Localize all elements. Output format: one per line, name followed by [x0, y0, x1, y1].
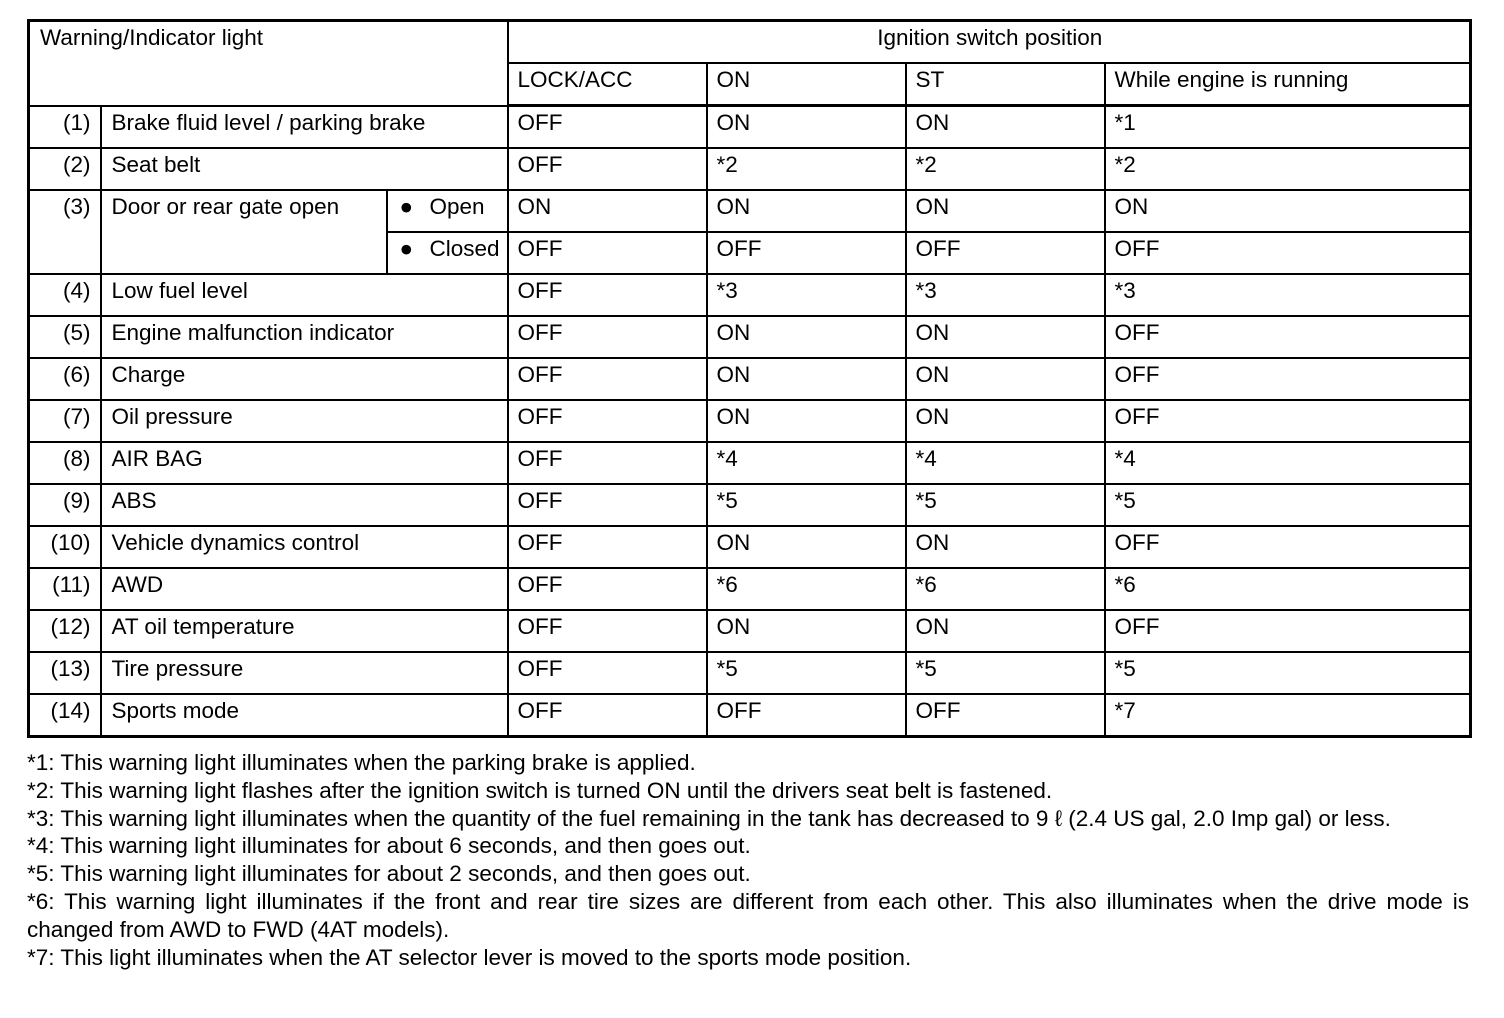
table-row	[29, 694, 1471, 737]
row-light-name: Oil pressure	[101, 400, 508, 442]
row-state: ON	[707, 400, 906, 442]
row-state: OFF	[508, 316, 707, 358]
row-state: ON	[707, 106, 906, 149]
row-state: ON	[707, 526, 906, 568]
footnote: *7: This light illuminates when the AT selector lever is moved to the sports mode position.	[27, 944, 912, 970]
row-state: ON	[906, 190, 1105, 232]
footnote: *1: This warning light illuminates when the parking brake is applied.	[27, 750, 696, 775]
row-state: *4	[906, 442, 1105, 484]
row-state: ON	[906, 526, 1105, 568]
row-state: *2	[906, 148, 1105, 190]
row-number: (1)	[29, 106, 101, 149]
table-row	[29, 400, 1471, 442]
header-position: LOCK/ACC	[508, 63, 707, 106]
footnote: *6: This warning light illuminates if the front and rear tire sizes are different from each other. This also illuminates when the drive mode is changed from AWD to FWD (4AT models).	[27, 888, 1469, 942]
row-number: (2)	[29, 148, 101, 190]
row-state: *6	[707, 568, 906, 610]
row-light-name: AWD	[101, 568, 508, 610]
footnote: *4: This warning light illuminates for about 6 seconds, and then goes out.	[27, 833, 751, 859]
table-row	[29, 526, 1471, 568]
row-state: OFF	[1105, 610, 1471, 652]
row-number: (13)	[29, 652, 101, 694]
row-state: OFF	[508, 232, 707, 274]
row-state: OFF	[508, 442, 707, 484]
row-light-name: AIR BAG	[101, 442, 508, 484]
table-body	[29, 21, 1471, 737]
row-light-name: Brake fluid level / parking brake	[101, 106, 508, 149]
row-state: OFF	[508, 106, 707, 149]
header-position: While engine is running	[1105, 63, 1471, 106]
row-light-name: Door or rear gate open	[101, 190, 387, 274]
row-number: (14)	[29, 694, 101, 737]
row-state: ON	[906, 610, 1105, 652]
table-row	[29, 610, 1471, 652]
sub-condition-label: Open	[429, 194, 485, 220]
bullet-icon: ●	[399, 194, 414, 220]
table-row	[29, 190, 1471, 232]
row-state: *5	[1105, 652, 1471, 694]
row-state: *6	[1105, 568, 1471, 610]
row-state: ON	[707, 610, 906, 652]
row-state: *6	[906, 568, 1105, 610]
table-row	[29, 652, 1471, 694]
row-state: *5	[1105, 484, 1471, 526]
row-sub-condition	[387, 190, 508, 232]
row-number: (8)	[29, 442, 101, 484]
row-sub-condition	[387, 232, 508, 274]
row-state: OFF	[508, 568, 707, 610]
footnote: *3: This warning light illuminates when the quantity of the fuel remaining in the tank has decreased to 9 ℓ (2.4 US gal, 2.0 Imp gal) or less.	[27, 805, 1391, 831]
row-state: OFF	[508, 358, 707, 400]
header-row-top	[29, 21, 1471, 64]
table-row	[29, 358, 1471, 400]
row-state: ON	[1105, 190, 1471, 232]
row-light-name: Sports mode	[101, 694, 508, 737]
row-state: ON	[906, 106, 1105, 149]
row-state: OFF	[508, 610, 707, 652]
header-position: ON	[707, 63, 906, 106]
footnote: *5: This warning light illuminates for about 2 seconds, and then goes out.	[27, 861, 751, 887]
table-row	[29, 148, 1471, 190]
footnotes	[27, 749, 1469, 971]
row-state: ON	[906, 316, 1105, 358]
header-light-label: Warning/Indicator light	[29, 21, 508, 106]
table-row	[29, 316, 1471, 358]
row-state: OFF	[508, 694, 707, 737]
footnote: *2: This warning light flashes after the ignition switch is turned ON until the drivers seat belt is fastened.	[27, 777, 1053, 803]
row-state: OFF	[508, 526, 707, 568]
row-number: (4)	[29, 274, 101, 316]
row-state: *3	[1105, 274, 1471, 316]
row-state: *5	[707, 484, 906, 526]
row-number: (10)	[29, 526, 101, 568]
row-number: (11)	[29, 568, 101, 610]
row-state: OFF	[1105, 316, 1471, 358]
warning-light-table	[27, 19, 1472, 738]
row-state: OFF	[707, 694, 906, 737]
row-light-name: Low fuel level	[101, 274, 508, 316]
table-row	[29, 568, 1471, 610]
row-state: *5	[906, 652, 1105, 694]
header-position: ST	[906, 63, 1105, 106]
sub-condition-label: Closed	[429, 236, 500, 262]
table-row	[29, 442, 1471, 484]
row-state: *3	[906, 274, 1105, 316]
row-state: ON	[707, 316, 906, 358]
row-state: ON	[707, 358, 906, 400]
row-state: OFF	[508, 274, 707, 316]
row-state: OFF	[707, 232, 906, 274]
row-number: (5)	[29, 316, 101, 358]
row-state: OFF	[906, 232, 1105, 274]
row-state: OFF	[508, 484, 707, 526]
row-state: OFF	[1105, 232, 1471, 274]
row-light-name: Seat belt	[101, 148, 508, 190]
row-state: *2	[707, 148, 906, 190]
row-light-name: ABS	[101, 484, 508, 526]
row-state: *2	[1105, 148, 1471, 190]
row-number: (3)	[29, 190, 101, 274]
table-row	[29, 274, 1471, 316]
row-state: *1	[1105, 106, 1471, 149]
row-number: (7)	[29, 400, 101, 442]
row-state: *4	[707, 442, 906, 484]
table-row	[29, 106, 1471, 149]
header-ignition-label: Ignition switch position	[508, 21, 1471, 64]
row-state: ON	[906, 358, 1105, 400]
row-state: ON	[906, 400, 1105, 442]
row-state: *3	[707, 274, 906, 316]
row-state: OFF	[906, 694, 1105, 737]
table-row	[29, 484, 1471, 526]
row-state: OFF	[508, 400, 707, 442]
row-number: (12)	[29, 610, 101, 652]
row-state: *5	[906, 484, 1105, 526]
row-light-name: Charge	[101, 358, 508, 400]
row-state: *7	[1105, 694, 1471, 737]
row-number: (9)	[29, 484, 101, 526]
row-state: OFF	[1105, 358, 1471, 400]
row-state: OFF	[508, 148, 707, 190]
row-light-name: Tire pressure	[101, 652, 508, 694]
row-number: (6)	[29, 358, 101, 400]
row-light-name: Engine malfunction indicator	[101, 316, 508, 358]
row-state: *5	[707, 652, 906, 694]
row-state: OFF	[1105, 526, 1471, 568]
row-state: OFF	[1105, 400, 1471, 442]
row-state: OFF	[508, 652, 707, 694]
bullet-icon: ●	[399, 236, 414, 262]
row-state: ON	[707, 190, 906, 232]
row-light-name: AT oil temperature	[101, 610, 508, 652]
row-light-name: Vehicle dynamics control	[101, 526, 508, 568]
row-state: ON	[508, 190, 707, 232]
row-state: *4	[1105, 442, 1471, 484]
